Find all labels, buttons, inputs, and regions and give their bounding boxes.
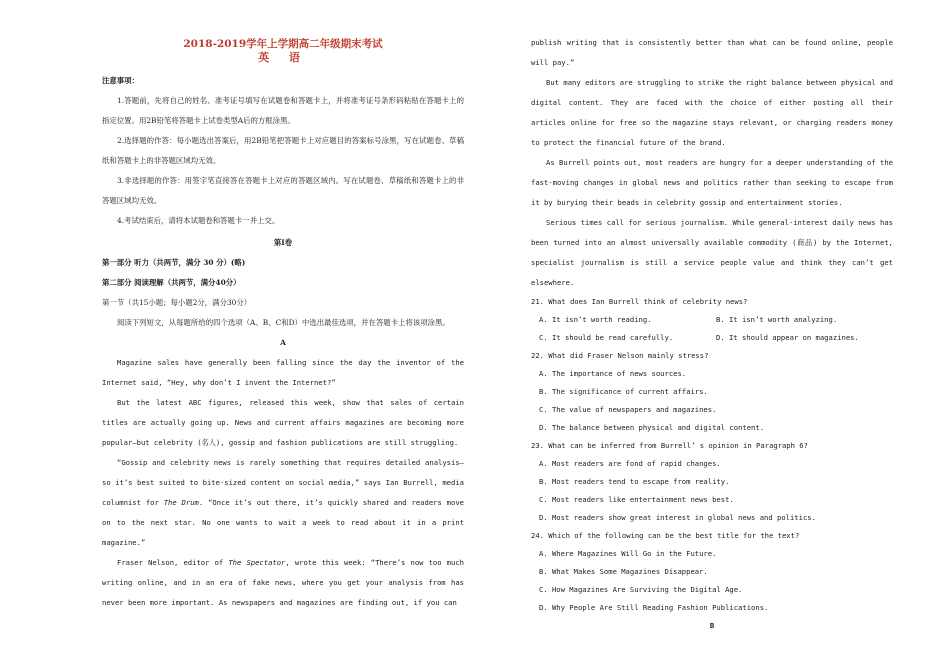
passage-a-paragraph-3: “Gossip and celebrity news is rarely something that requires detailed analysis—so it’s best suited to bite-sized content on social media,” says Ian Burrell, media columnist for The Drum. “Once it’s out there, it’s quickly shared and readers move on to the next star. No one wants to wait a week to read about it in a print magazine.”	[102, 458, 464, 547]
passage-a-paragraph-6: As Burrell points out, most readers are hungry for a deeper understanding of the fast-moving changes in global news and politics rather than seeking to escape from it by burying their beads in celebrity gossip and entertainment stories.	[531, 158, 893, 207]
section-one-heading: 第一节（共15小题；每小题2分，满分30分）	[102, 298, 252, 307]
option: A. The importance of news sources.	[539, 369, 687, 378]
option: C. How Magazines Are Surviving the Digital Age.	[539, 585, 743, 594]
passage-a-paragraph-5: But many editors are struggling to strike the right balance between physical and digital content. They are faced with the choice of either posting all their articles online for free so the magazine stays relevant, or charging readers money to protect the financial future of the brand.	[531, 78, 893, 147]
option: B. What Makes Some Magazines Disappear.	[539, 567, 708, 576]
option: A. Where Magazines Will Go in the Future.	[539, 549, 717, 558]
option: A. Most readers are fond of rapid changes.	[539, 459, 721, 468]
option: D. It should appear on magazines.	[716, 333, 859, 342]
note-item-3: 3.非选择题的作答：用签字笔直接答在答题卡上对应的答题区域内。写在试题卷、草稿纸和答题卡上的非答题区域均无效。	[102, 176, 464, 205]
passage-a-paragraph-2: But the latest ABC figures, released this week, show that sales of certain titles are actually going up. News and current affairs magazines are becoming more popular—but celebrity (名人), gossip and fashion publications are still struggling.	[102, 398, 464, 447]
passage-a-paragraph-1: Magazine sales have generally been falling since the day the inventor of the Internet said, “Hey, why don’t I invent the Internet?”	[102, 358, 464, 387]
question-21-stem: 21. What does Ian Burrell think of celebrity news?	[531, 297, 748, 306]
option: D. Most readers show great interest in global news and politics.	[539, 513, 816, 522]
passage-a-paragraph-7: Serious times call for serious journalism. While general-interest daily news has been turned into an almost universally available commodity (商品) by the Internet, specialist journalism is still a service people value and think they can’t get elsewhere.	[531, 218, 893, 287]
option: C. The value of newspapers and magazines.	[539, 405, 717, 414]
exam-subject: 英 语	[258, 51, 308, 64]
option: D. The balance between physical and digital content.	[539, 423, 765, 432]
question-21-options-row-1	[531, 311, 893, 329]
passage-a-paragraph-4-continued: publish writing that is consistently better than what can be found online, people will pay.”	[531, 38, 893, 67]
option: B. The significance of current affairs.	[539, 387, 708, 396]
reading-instruction: 阅读下列短文，从每题所给的四个选项（A、B、C和D）中选出最佳选项，并在答题卡上将该项涂黑。	[117, 318, 450, 327]
notes-heading: 注意事项：	[102, 76, 139, 85]
option: B. Most readers tend to escape from reality.	[539, 477, 730, 486]
note-item-1: 1.答题前，先将自己的姓名、准考证号填写在试题卷和答题卡上，并将准考证号条形码粘贴在答题卡上的指定位置。用2B铅笔将答题卡上试卷类型A后的方框涂黑。	[102, 96, 464, 125]
option: C. Most readers like entertainment news best.	[539, 495, 734, 504]
option: D. Why People Are Still Reading Fashion Publications.	[539, 603, 769, 612]
part-two-heading: 第二部分 阅读理解（共两节，满分40分）	[102, 278, 241, 287]
exam-title: 2018-2019学年上学期高二年级期末考试	[183, 38, 383, 50]
volume-heading: 第Ⅰ卷	[273, 238, 293, 247]
right-column	[531, 33, 893, 635]
note-item-4: 4.考试结束后，请将本试题卷和答题卡一并上交。	[117, 216, 280, 225]
question-22-stem: 22. What did Fraser Nelson mainly stress?	[531, 351, 709, 360]
passage-a-label: A	[280, 338, 286, 347]
option: A. It isn’t worth reading.	[539, 315, 652, 324]
part-one-heading: 第一部分 听力（共两节，满分 30 分）(略)	[102, 258, 246, 267]
passage-b-label: B	[709, 621, 715, 630]
question-21-options-row-2	[531, 329, 893, 347]
passage-a-paragraph-4: Fraser Nelson, editor of The Spectator, wrote this week: “There’s now too much writing online, and in an era of fake news, where you get your analysis from has never been more important. As newspapers and magazines are finding out, if you can	[102, 558, 464, 607]
option: B. It isn’t worth analyzing.	[716, 315, 838, 324]
note-item-2: 2.选择题的作答：每小题选出答案后，用2B铅笔把答题卡上对应题目的答案标号涂黑，写在试题卷、草稿纸和答题卡上的非答题区域均无效。	[102, 136, 464, 165]
option: C. It should be read carefully.	[539, 333, 674, 342]
left-column	[102, 0, 464, 613]
question-23-stem: 23. What can be inferred from Burrell’ s opinion in Paragraph 6?	[531, 441, 808, 450]
question-24-stem: 24. Which of the following can be the best title for the text?	[531, 531, 800, 540]
